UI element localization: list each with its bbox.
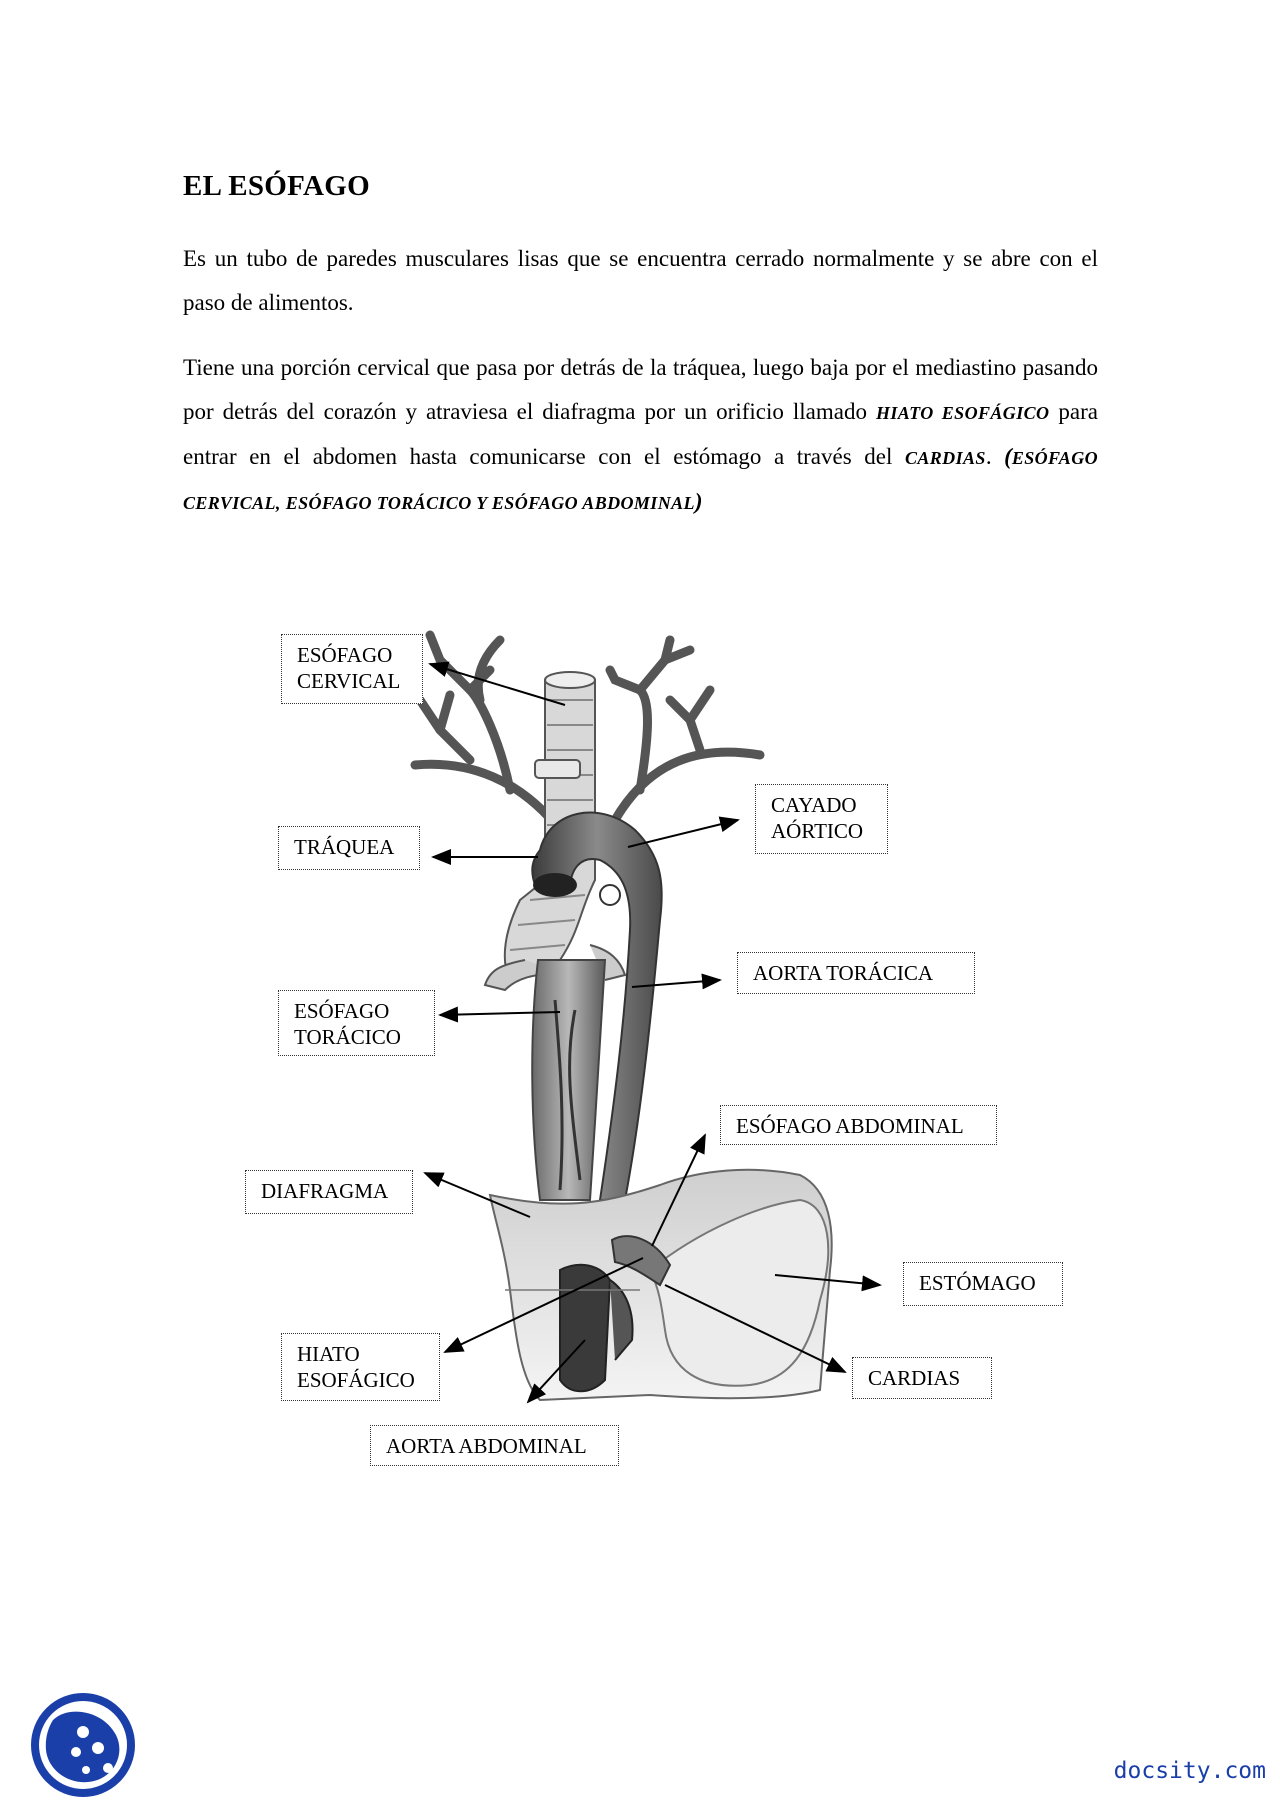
label-hiato-line1: HIATO	[297, 1342, 360, 1366]
left-arterial-branches	[415, 635, 560, 830]
portions-term: ESÓFAGO CERVICAL, ESÓFAGO TORÁCICO Y ESÓFAGO ABDOMINAL	[183, 448, 1099, 513]
label-aorta-abdominal	[370, 1425, 619, 1466]
label-cayado-line2: AÓRTICO	[771, 819, 864, 843]
paren-close: )	[694, 489, 703, 514]
label-hiato-line2: ESOFÁGICO	[297, 1368, 415, 1392]
abdominal-aorta	[560, 1265, 610, 1391]
label-diafragma	[245, 1170, 413, 1214]
label-esofago-abdominal-text: ESÓFAGO ABDOMINAL	[736, 1114, 964, 1138]
label-aorta-abdominal-text: AORTA ABDOMINAL	[386, 1434, 587, 1458]
label-traquea	[278, 826, 420, 870]
label-cardias	[852, 1357, 992, 1399]
docsity-logo-icon[interactable]	[28, 1690, 138, 1800]
page-title: EL ESÓFAGO	[183, 170, 370, 202]
label-esofago-toracico-line2: TORÁCICO	[294, 1025, 401, 1049]
hiato-term: HIATO ESOFÁGICO	[875, 403, 1050, 423]
label-esofago-cervical-line1: ESÓFAGO	[297, 643, 393, 667]
label-hiato-esofagico	[281, 1333, 440, 1401]
label-aorta-toracica	[737, 952, 975, 994]
intro-paragraph: Es un tubo de paredes musculares lisas que se encuentra cerrado normalmente y se abre con el paso de alimentos.	[183, 246, 1098, 315]
paragraph-text-3: .	[985, 444, 1005, 469]
paren-open: (	[1004, 444, 1012, 469]
right-arterial-branches	[610, 640, 760, 820]
label-cardias-text: CARDIAS	[868, 1366, 961, 1390]
paragraph-text-2: para entrar en el abdomen hasta comunicarse con el estómago a través del	[183, 399, 1098, 469]
label-estomago	[903, 1262, 1063, 1306]
label-esofago-toracico	[278, 990, 435, 1056]
label-cayado-aortico	[755, 784, 888, 854]
label-cayado-line1: CAYADO	[771, 793, 857, 817]
label-diafragma-text: DIAFRAGMA	[261, 1179, 389, 1203]
paragraph-text-1: Tiene una porción cervical que pasa por detrás de la tráquea, luego baja por el mediastino pasando por detrás del corazón y atraviesa el diafragma por un orificio llamado	[183, 355, 1098, 424]
label-esofago-toracico-line1: ESÓFAGO	[294, 999, 390, 1023]
label-esofago-abdominal	[720, 1105, 997, 1145]
docsity-brand-link[interactable]: docsity.com	[1113, 1758, 1266, 1784]
label-esofago-cervical	[281, 634, 423, 704]
label-estomago-text: ESTÓMAGO	[919, 1271, 1036, 1295]
label-traquea-text: TRÁQUEA	[294, 835, 395, 859]
label-aorta-toracica-text: AORTA TORÁCICA	[753, 961, 934, 985]
label-esofago-cervical-line2: CERVICAL	[297, 669, 401, 693]
cardias-term: CARDIAS	[904, 448, 986, 468]
